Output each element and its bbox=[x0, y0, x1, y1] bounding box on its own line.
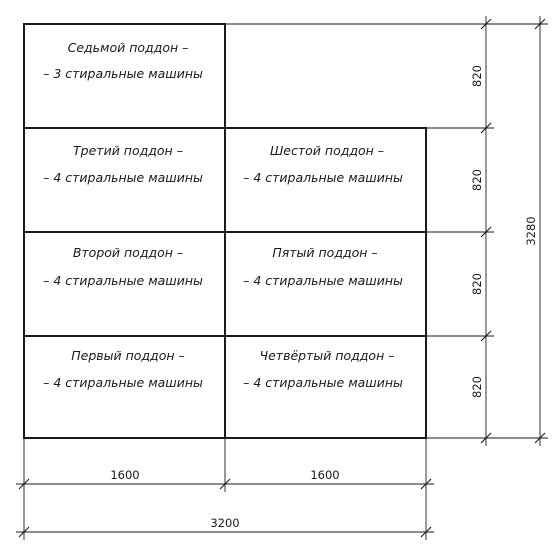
pallet-1-title: Первый поддон – bbox=[71, 348, 185, 363]
dimension-row-height-1: 820 bbox=[470, 65, 484, 87]
pallet-3-load: – 4 стиральные машины bbox=[43, 170, 203, 185]
pallet-6-load: – 4 стиральные машины bbox=[243, 170, 403, 185]
dimension-width-left: 1600 bbox=[110, 468, 140, 482]
pallet-3-title: Третий поддон – bbox=[73, 143, 183, 158]
pallet-4-title: Четвёртый поддон – bbox=[259, 348, 395, 363]
pallet-labels bbox=[43, 40, 403, 390]
dimension-row-height-2: 820 bbox=[470, 169, 484, 191]
pallet-6-title: Шестой поддон – bbox=[269, 143, 385, 158]
pallet-4-load: – 4 стиральные машины bbox=[243, 375, 403, 390]
pallet-1-load: – 4 стиральные машины bbox=[43, 375, 203, 390]
pallet-5-load: – 4 стиральные машины bbox=[243, 273, 403, 288]
pallet-5-title: Пятый поддон – bbox=[272, 245, 378, 260]
pallet-7-load: – 3 стиральные машины bbox=[43, 66, 203, 81]
pallet-2-title: Второй поддон – bbox=[72, 245, 184, 260]
dimension-width-right: 1600 bbox=[310, 468, 340, 482]
dimension-width-total: 3200 bbox=[210, 516, 240, 530]
dimension-row-height-3: 820 bbox=[470, 273, 484, 295]
horizontal-dimensions bbox=[16, 438, 434, 540]
pallet-2-load: – 4 стиральные машины bbox=[43, 273, 203, 288]
dimension-height-total: 3280 bbox=[524, 216, 538, 246]
pallet-7-title: Седьмой поддон – bbox=[67, 40, 189, 55]
dimension-row-height-4: 820 bbox=[470, 376, 484, 398]
